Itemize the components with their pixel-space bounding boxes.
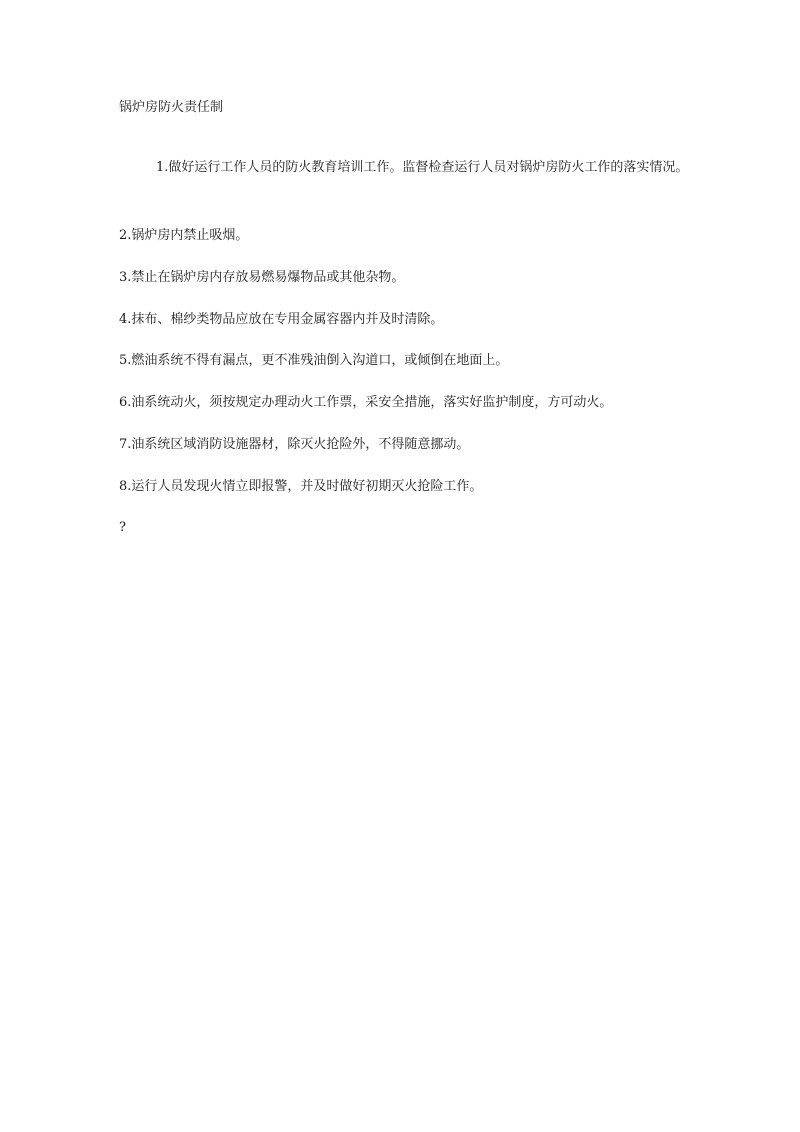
list-item: 1.做好运行工作人员的防火教育培训工作。监督检查运行人员对锅炉房防火工作的落实情况。 <box>156 160 689 175</box>
trailing-mark: ? <box>119 520 126 535</box>
document-title: 锅炉房防火责任制 <box>119 100 224 115</box>
list-item: 6.油系统动火，须按规定办理动火工作票，采安全措施，落实好监护制度，方可动火。 <box>119 395 613 410</box>
list-item: 7.油系统区域消防设施器材，除灭火抢险外，不得随意挪动。 <box>119 437 470 452</box>
list-item: 8.运行人员发现火情立即报警，并及时做好初期灭火抢险工作。 <box>119 479 483 494</box>
list-item: 5.燃油系统不得有漏点，更不准残油倒入沟道口，或倾倒在地面上。 <box>119 353 509 368</box>
list-item: 4.抹布、棉纱类物品应放在专用金属容器内并及时清除。 <box>119 312 444 327</box>
list-item: 2.锅炉房内禁止吸烟。 <box>119 228 249 243</box>
list-item: 3.禁止在锅炉房内存放易燃易爆物品或其他杂物。 <box>119 270 405 285</box>
